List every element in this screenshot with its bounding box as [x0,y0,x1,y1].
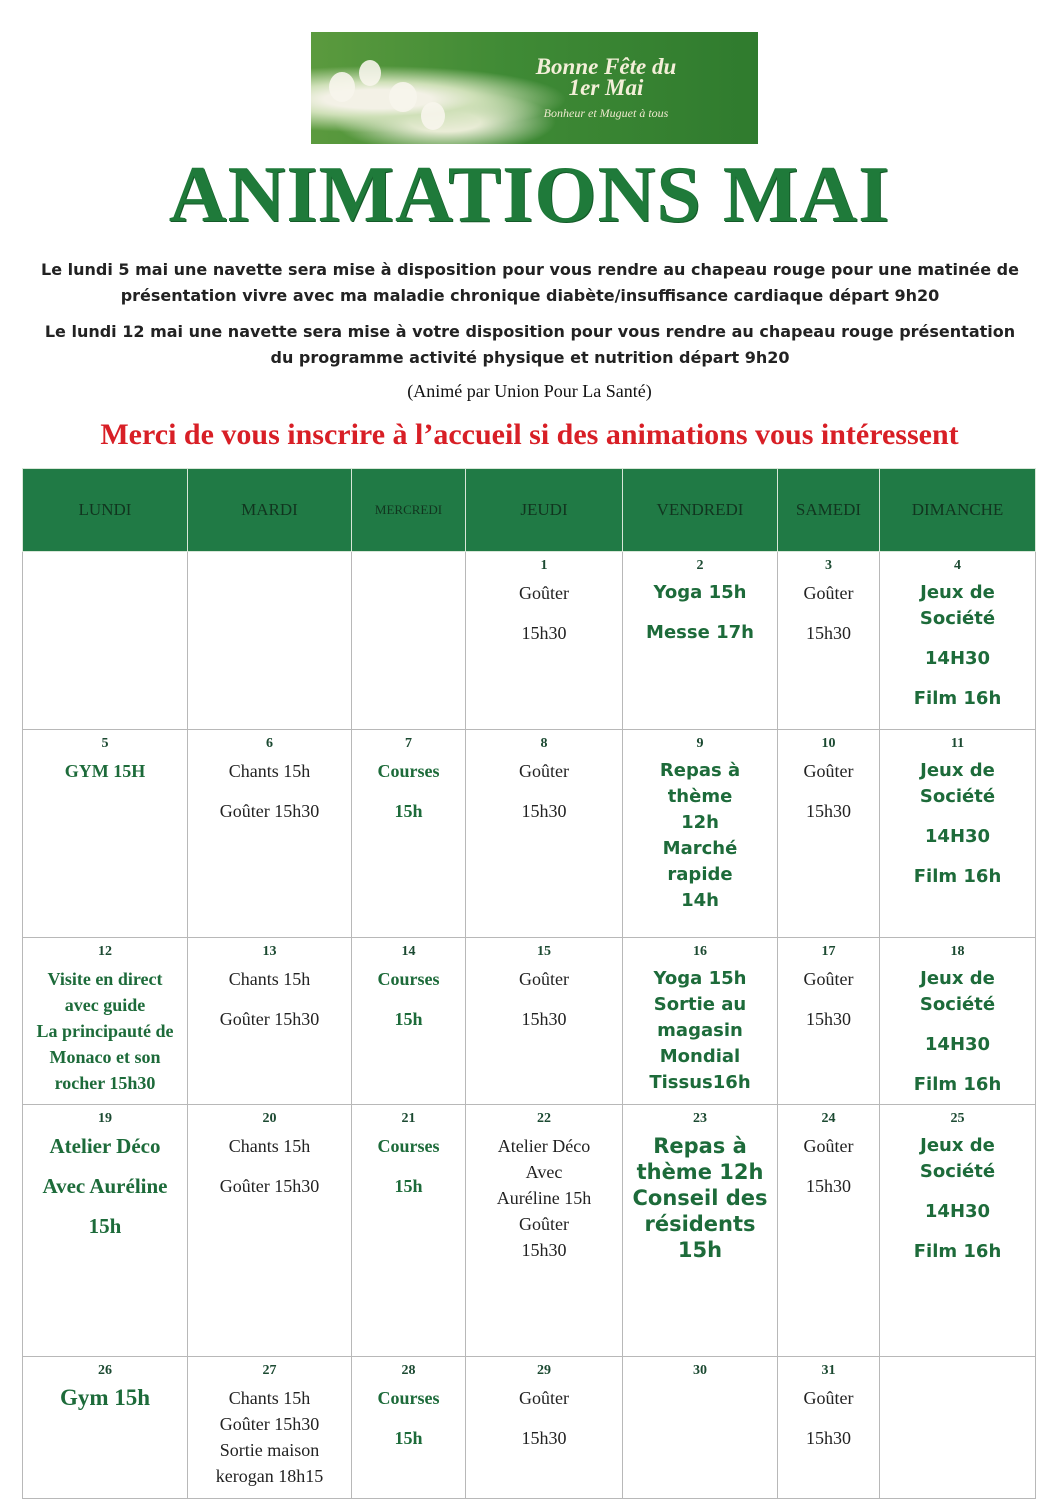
day-number: 17 [821,944,836,959]
calendar-day-cell [623,730,778,938]
event-text: Goûter [803,1136,854,1156]
calendar-day-cell [466,1357,623,1499]
day-number: 13 [262,944,277,959]
event-text: Jeux de Société [919,582,996,629]
event-text: Jeux de Société [919,968,996,1015]
event-text: 15h30 [806,1009,851,1029]
calendar-day-cell [352,1357,466,1499]
event-text: 15h [677,1238,723,1262]
day-number: 8 [540,736,548,751]
day-number: 12 [98,944,112,959]
calendar-day-cell [352,552,466,730]
event-text: Chants 15h [228,1388,311,1408]
flower-icon [389,82,417,112]
day-number: 18 [950,944,965,959]
event-text: kerogan 18h15 [215,1466,324,1486]
calendar-day-cell [466,730,623,938]
event-text: Atelier Déco [49,1134,161,1158]
day-number: 27 [262,1363,277,1378]
flower-icon [329,72,355,102]
info-paragraph-1: Le lundi 5 mai une navette sera mise à disposition pour vous rendre au chapeau rouge pour une matinée de présentation vivre avec ma maladie chronique diabète/insuffisance cardiaque départ 9h20 [41,260,1019,305]
event-text: rocher 15h30 [54,1073,156,1093]
calendar-day-cell [23,552,188,730]
event-text: 15h30 [521,623,567,643]
calendar-day-cell [23,1105,188,1357]
day-number: 10 [821,736,836,751]
calendar-day-cell [778,730,880,938]
calendar-day-cell [466,1105,623,1357]
calendar-week-row [23,938,1036,1105]
event-text: Goûter [519,969,569,989]
event-text: thème 12h [636,1160,764,1184]
calendar-day-cell [623,1105,778,1357]
event-text: Courses [377,1136,440,1156]
banner-subtitle: Bonheur et Muguet à tous [543,106,669,120]
event-text: Chants 15h [228,761,311,781]
day-number: 6 [266,736,273,751]
event-text: La principauté de [36,1021,174,1041]
calendar-day-cell [778,1357,880,1499]
event-text: Goûter [519,761,569,781]
event-text: Conseil des [632,1186,768,1210]
calendar-day-cell [466,938,623,1105]
calendar-day-cell [623,938,778,1105]
calendar-day-cell [466,552,623,730]
event-text: 15h [88,1214,122,1238]
calendar-day-cell [880,730,1036,938]
event-text: Film 16h [913,688,1002,709]
calendar-day-cell [880,552,1036,730]
day-number: 23 [693,1111,707,1126]
event-text: Sortie maison [219,1440,320,1460]
event-text: Chants 15h [228,1136,311,1156]
event-text: Sortie au [653,994,747,1015]
day-number: 5 [101,736,109,751]
event-text: Courses [377,761,440,781]
calendar-day-cell [188,552,352,730]
event-text: Goûter 15h30 [219,801,320,821]
event-text: Gym 15h [59,1385,151,1410]
event-text: Yoga 15h [653,582,747,603]
calendar-day-cell [880,938,1036,1105]
calendar-day-cell [880,1357,1036,1499]
event-text: Goûter 15h30 [219,1009,320,1029]
banner-image [311,32,758,144]
event-text: Goûter [803,761,854,781]
day-header: JEUDI [466,469,623,552]
calendar-day-cell [778,1105,880,1357]
event-text: 15h [394,1428,423,1448]
event-text: Repas à [653,1134,747,1158]
event-text: Goûter [519,583,569,603]
event-text: 14H30 [924,1201,991,1222]
calendar-day-cell [23,1357,188,1499]
calendar-header-row [23,469,1036,552]
event-text: Repas à thème [659,760,741,807]
event-text: 15h30 [521,1428,567,1448]
animated-by-note: (Animé par Union Pour La Santé) [407,381,652,401]
day-number: 31 [821,1363,836,1378]
calendar-day-cell [23,938,188,1105]
page-title: ANIMATIONS MAI [168,151,891,239]
event-text: Courses [377,1388,440,1408]
event-text: GYM 15H [64,761,146,781]
calendar-week-row [23,1357,1036,1499]
event-text: Messe 17h [646,622,754,643]
day-number: 22 [537,1111,551,1126]
event-text: 15h [394,1176,423,1196]
calendar-week-row [23,552,1036,730]
day-header: SAMEDI [778,469,880,552]
event-text: 14H30 [924,1034,991,1055]
day-header: MERCREDI [352,469,466,552]
day-number: 20 [262,1111,277,1126]
calendar-day-cell [23,730,188,938]
day-number: 29 [537,1363,551,1378]
calendar-day-cell [352,938,466,1105]
event-text: 15h30 [806,1428,851,1448]
day-number: 28 [401,1363,416,1378]
event-text: 15h30 [806,801,851,821]
event-text: Yoga 15h [653,968,747,989]
flower-icon [359,60,381,86]
calendar-day-cell [778,938,880,1105]
event-text: Chants 15h [228,969,311,989]
calendar-day-cell [188,1105,352,1357]
registration-notice: Merci de vous inscrire à l’accueil si des animations vous intéressent [100,418,959,451]
day-header: VENDREDI [623,469,778,552]
day-number: 15 [537,944,551,959]
event-text: 15h30 [521,801,567,821]
day-number: 1 [540,558,548,573]
event-text: Marché rapide [662,838,738,885]
event-text: 15h30 [521,1240,567,1260]
day-number: 9 [696,736,704,751]
event-text: Tissus16h [649,1072,751,1093]
calendar-day-cell [623,552,778,730]
event-text: Goûter [803,583,854,603]
day-number: 25 [950,1111,965,1126]
event-text: Goûter [519,1214,569,1234]
calendar-day-cell [188,938,352,1105]
event-text: Goûter [803,969,854,989]
calendar-day-cell [352,730,466,938]
day-header: DIMANCHE [880,469,1036,552]
event-text: avec guide [64,995,146,1015]
event-text: 14H30 [924,648,991,669]
event-text: résidents [644,1212,756,1236]
event-text: Jeux de Société [919,760,996,807]
day-number: 21 [401,1111,416,1126]
event-text: 14H30 [924,826,991,847]
event-text: Goûter 15h30 [219,1414,320,1434]
day-number: 30 [693,1363,707,1378]
event-text: Goûter 15h30 [219,1176,320,1196]
calendar-table [22,468,1036,1499]
day-number: 4 [954,558,961,573]
day-header: LUNDI [23,469,188,552]
event-text: 12h [681,812,719,833]
day-number: 24 [821,1111,836,1126]
event-text: 15h [394,1009,423,1029]
event-text: Visite en direct [47,969,163,989]
event-text: 15h [394,801,423,821]
event-text: 15h30 [806,1176,851,1196]
calendar-day-cell [352,1105,466,1357]
calendar-week-row [23,1105,1036,1357]
day-number: 19 [98,1111,112,1126]
calendar-day-cell [188,730,352,938]
day-number: 7 [405,736,412,751]
event-text: 14h [681,890,719,911]
day-header: MARDI [188,469,352,552]
calendar-week-row [23,730,1036,938]
day-number: 2 [696,558,704,573]
day-number: 16 [693,944,707,959]
event-text: Avec Auréline [42,1174,168,1198]
calendar-day-cell [188,1357,352,1499]
event-text: Auréline 15h [496,1188,592,1208]
event-text: Monaco et son [49,1047,161,1067]
event-text: Mondial [659,1046,741,1067]
event-text: Goûter [519,1388,569,1408]
event-text: Jeux de Société [919,1135,996,1182]
event-text: Film 16h [913,866,1002,887]
day-number: 14 [401,944,416,959]
event-text: Film 16h [913,1074,1002,1095]
flower-icon [421,102,445,130]
banner-title: Bonne Fête du 1er Mai [535,54,677,100]
calendar-day-cell [623,1357,778,1499]
event-text: magasin [657,1020,743,1041]
event-text: Film 16h [913,1241,1002,1262]
info-paragraph-2: Le lundi 12 mai une navette sera mise à votre disposition pour vous rendre au chapeau rouge présentation du programme activité physique et nutrition départ 9h20 [44,322,1016,367]
event-text: Goûter [803,1388,854,1408]
event-text: 15h30 [806,623,851,643]
day-number: 11 [950,736,965,751]
calendar-day-cell [778,552,880,730]
event-text: Atelier Déco [497,1136,591,1156]
day-number: 26 [98,1363,112,1378]
event-text: Courses [377,969,440,989]
event-text: Avec [525,1162,563,1182]
calendar-day-cell [880,1105,1036,1357]
event-text: 15h30 [521,1009,567,1029]
day-number: 3 [825,558,832,573]
